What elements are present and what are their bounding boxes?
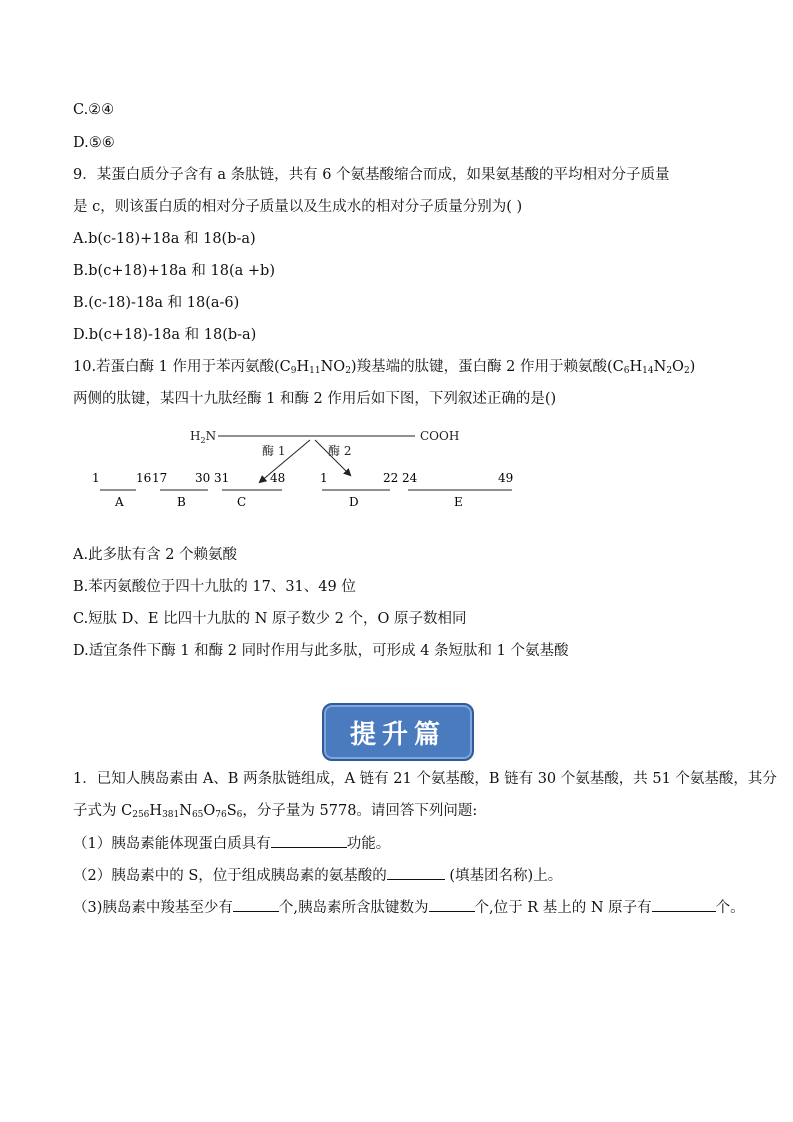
q10-option-d: D.适宜条件下酶 1 和酶 2 同时作用与此多肽，可形成 4 条短肽和 1 个氨基酸 (73, 643, 569, 659)
q9-option-c: B.(c-18)-18a 和 18(a-6) (73, 295, 240, 311)
num-c-end: 48 (270, 471, 286, 485)
answer-blank-5[interactable] (652, 897, 716, 912)
label-a: A (115, 495, 124, 509)
num-e-end: 49 (498, 471, 514, 485)
p1-q2: （2）胰岛素中的 S，位于组成胰岛素的氨基酸的 (填基团名称)上。 (73, 865, 562, 886)
answer-blank-4[interactable] (429, 897, 475, 912)
label-e: E (454, 495, 463, 509)
answer-blank-2[interactable] (387, 865, 445, 880)
p1-stem-line2: 子式为 $C_{256}H_{381}N_{65}O_{76}S_6$，分子量为 5778。请回答下列问题: (73, 803, 478, 820)
enzyme1-label: 酶 1 (262, 444, 286, 458)
num-b-end: 30 (195, 471, 211, 485)
cooh-label: COOH (420, 429, 460, 443)
enzyme2-label: 酶 2 (328, 444, 352, 458)
num-b-start: 17 (152, 471, 168, 485)
answer-blank-3[interactable] (233, 897, 279, 912)
peptide-diagram-svg (90, 420, 520, 520)
q10-option-c: C.短肽 D、E 比四十九肽的 N 原子数少 2 个，O 原子数相同 (73, 611, 467, 627)
option-d-prev: D.⑤⑥ (73, 135, 115, 151)
q9-stem-line2: 是 c，则该蛋白质的相对分子质量以及生成水的相对分子质量分别为( ) (73, 199, 523, 215)
q9-option-b: B.b(c+18)+18a 和 18(a +b) (73, 263, 275, 279)
label-c: C (237, 495, 247, 509)
q9-stem-line1: 9．某蛋白质分子含有 a 条肽链，共有 6 个氨基酸缩合而成，如果氨基酸的平均相对分子质量 (73, 167, 670, 183)
num-e-start: 24 (402, 471, 418, 485)
num-a-start: 1 (92, 471, 100, 485)
p1-stem-line1: 1．已知人胰岛素由 A、B 两条肽链组成，A 链有 21 个氨基酸，B 链有 30 个氨基酸，共 51 个氨基酸，其分 (73, 771, 777, 787)
q10-stem-line2: 两侧的肽键，某四十九肽经酶 1 和酶 2 作用后如下图，下列叙述正确的是() (73, 391, 557, 407)
p1-q1: （1）胰岛素能体现蛋白质具有 功能。 (73, 833, 390, 854)
num-c-start: 31 (214, 471, 230, 485)
h2n-label: $H_2N$ (190, 429, 217, 445)
q10-option-a: A.此多肽有含 2 个赖氨酸 (73, 547, 238, 563)
label-b: B (177, 495, 186, 509)
q10-option-b: B.苯丙氨酸位于四十九肽的 17、31、49 位 (73, 579, 356, 595)
q9-option-d: D.b(c+18)-18a 和 18(b-a) (73, 327, 257, 343)
num-d-start: 1 (320, 471, 328, 485)
peptide-diagram (90, 420, 520, 520)
option-c-prev: C.②④ (73, 102, 115, 118)
p1-q3: （3)胰岛素中羧基至少有 个,胰岛素所含肽键数为 个,位于 R 基上的 N 原子有 个。 (73, 897, 745, 918)
label-d: D (349, 495, 359, 509)
num-a-end: 16 (136, 471, 152, 485)
q9-option-a: A.b(c-18)+18a 和 18(b-a) (73, 231, 256, 247)
num-d-end: 22 (383, 471, 399, 485)
section-banner: 提升篇 (322, 703, 474, 761)
q10-stem-line1: 10.若蛋白酶 1 作用于苯丙氨酸$(C_9H_{11}NO_2)$羧基端的肽键，蛋白酶 2 作用于赖氨酸$(C_6H_{14}N_2O_2)$ (73, 359, 696, 376)
answer-blank-1[interactable] (271, 833, 347, 848)
